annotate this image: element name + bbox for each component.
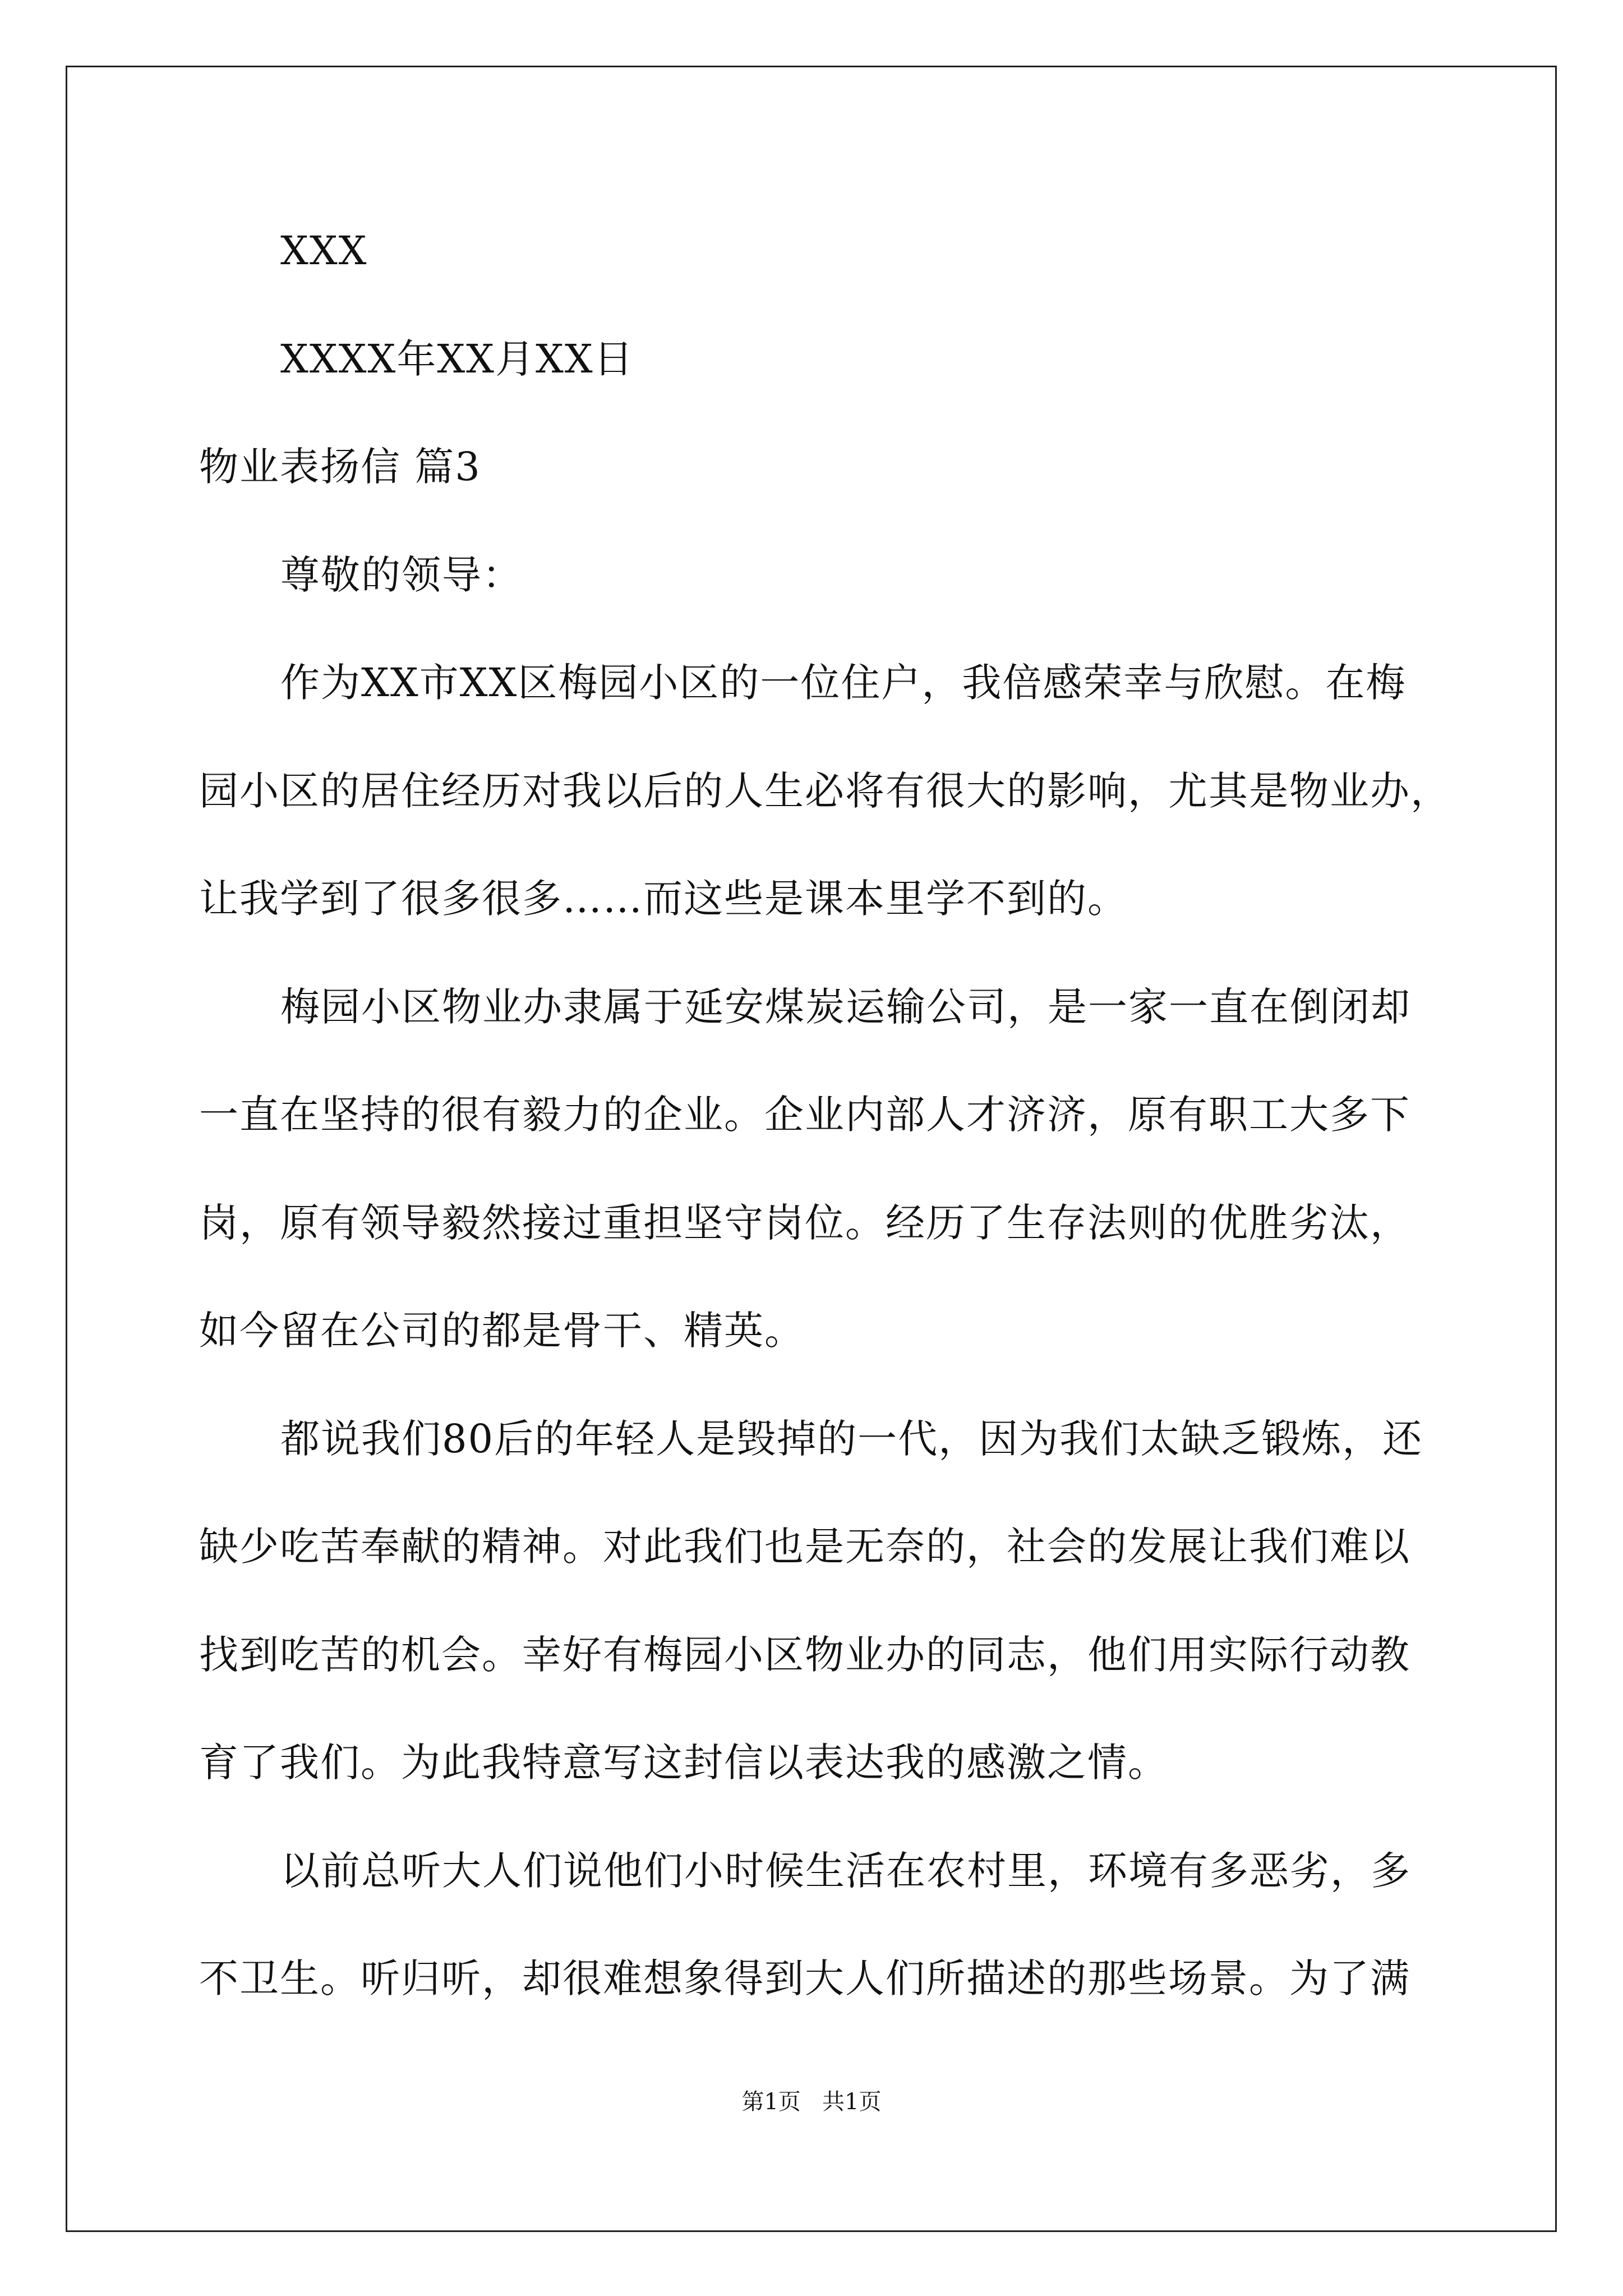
body-line: 缺少吃苦奉献的精神。对此我们也是无奈的，社会的发展让我们难以 [199, 1524, 1410, 1570]
section-heading: 物业表扬信 篇3 [199, 444, 481, 490]
body-line: 不卫生。听归听，却很难想象得到大人们所描述的那些场景。为了满 [199, 1955, 1410, 2001]
page-border [66, 66, 1557, 2232]
body-line: 育了我们。为此我特意写这封信以表达我的感激之情。 [199, 1740, 1168, 1786]
page-footer: 第1页 共1页 [741, 2089, 882, 2115]
body-line: 岗，原有领导毅然接过重担坚守岗位。经历了生存法则的优胜劣汰， [199, 1200, 1410, 1246]
body-line: 找到吃苦的机会。幸好有梅园小区物业办的同志，他们用实际行动教 [199, 1632, 1410, 1678]
signature-date: XXXX年XX月XX日 [280, 336, 634, 382]
body-line: 都说我们80后的年轻人是毁掉的一代，因为我们太缺乏锻炼，还 [280, 1416, 1423, 1462]
body-line: 作为XX市XX区梅园小区的一位住户，我倍感荣幸与欣慰。在梅 [280, 660, 1407, 706]
body-line: 一直在坚持的很有毅力的企业。企业内部人才济济，原有职工大多下 [199, 1092, 1410, 1138]
body-line: 让我学到了很多很多……而这些是课本里学不到的。 [199, 876, 1128, 922]
signature-name: XXX [280, 228, 368, 274]
salutation: 尊敬的领导： [280, 552, 523, 598]
body-line: 以前总听大人们说他们小时候生活在农村里，环境有多恶劣，多 [280, 1848, 1411, 1894]
body-line: 如今留在公司的都是骨干、精英。 [199, 1308, 805, 1354]
body-line: 园小区的居住经历对我以后的人生必将有很大的影响，尤其是物业办， [199, 768, 1451, 814]
body-line: 梅园小区物业办隶属于延安煤炭运输公司，是一家一直在倒闭却 [280, 984, 1411, 1030]
